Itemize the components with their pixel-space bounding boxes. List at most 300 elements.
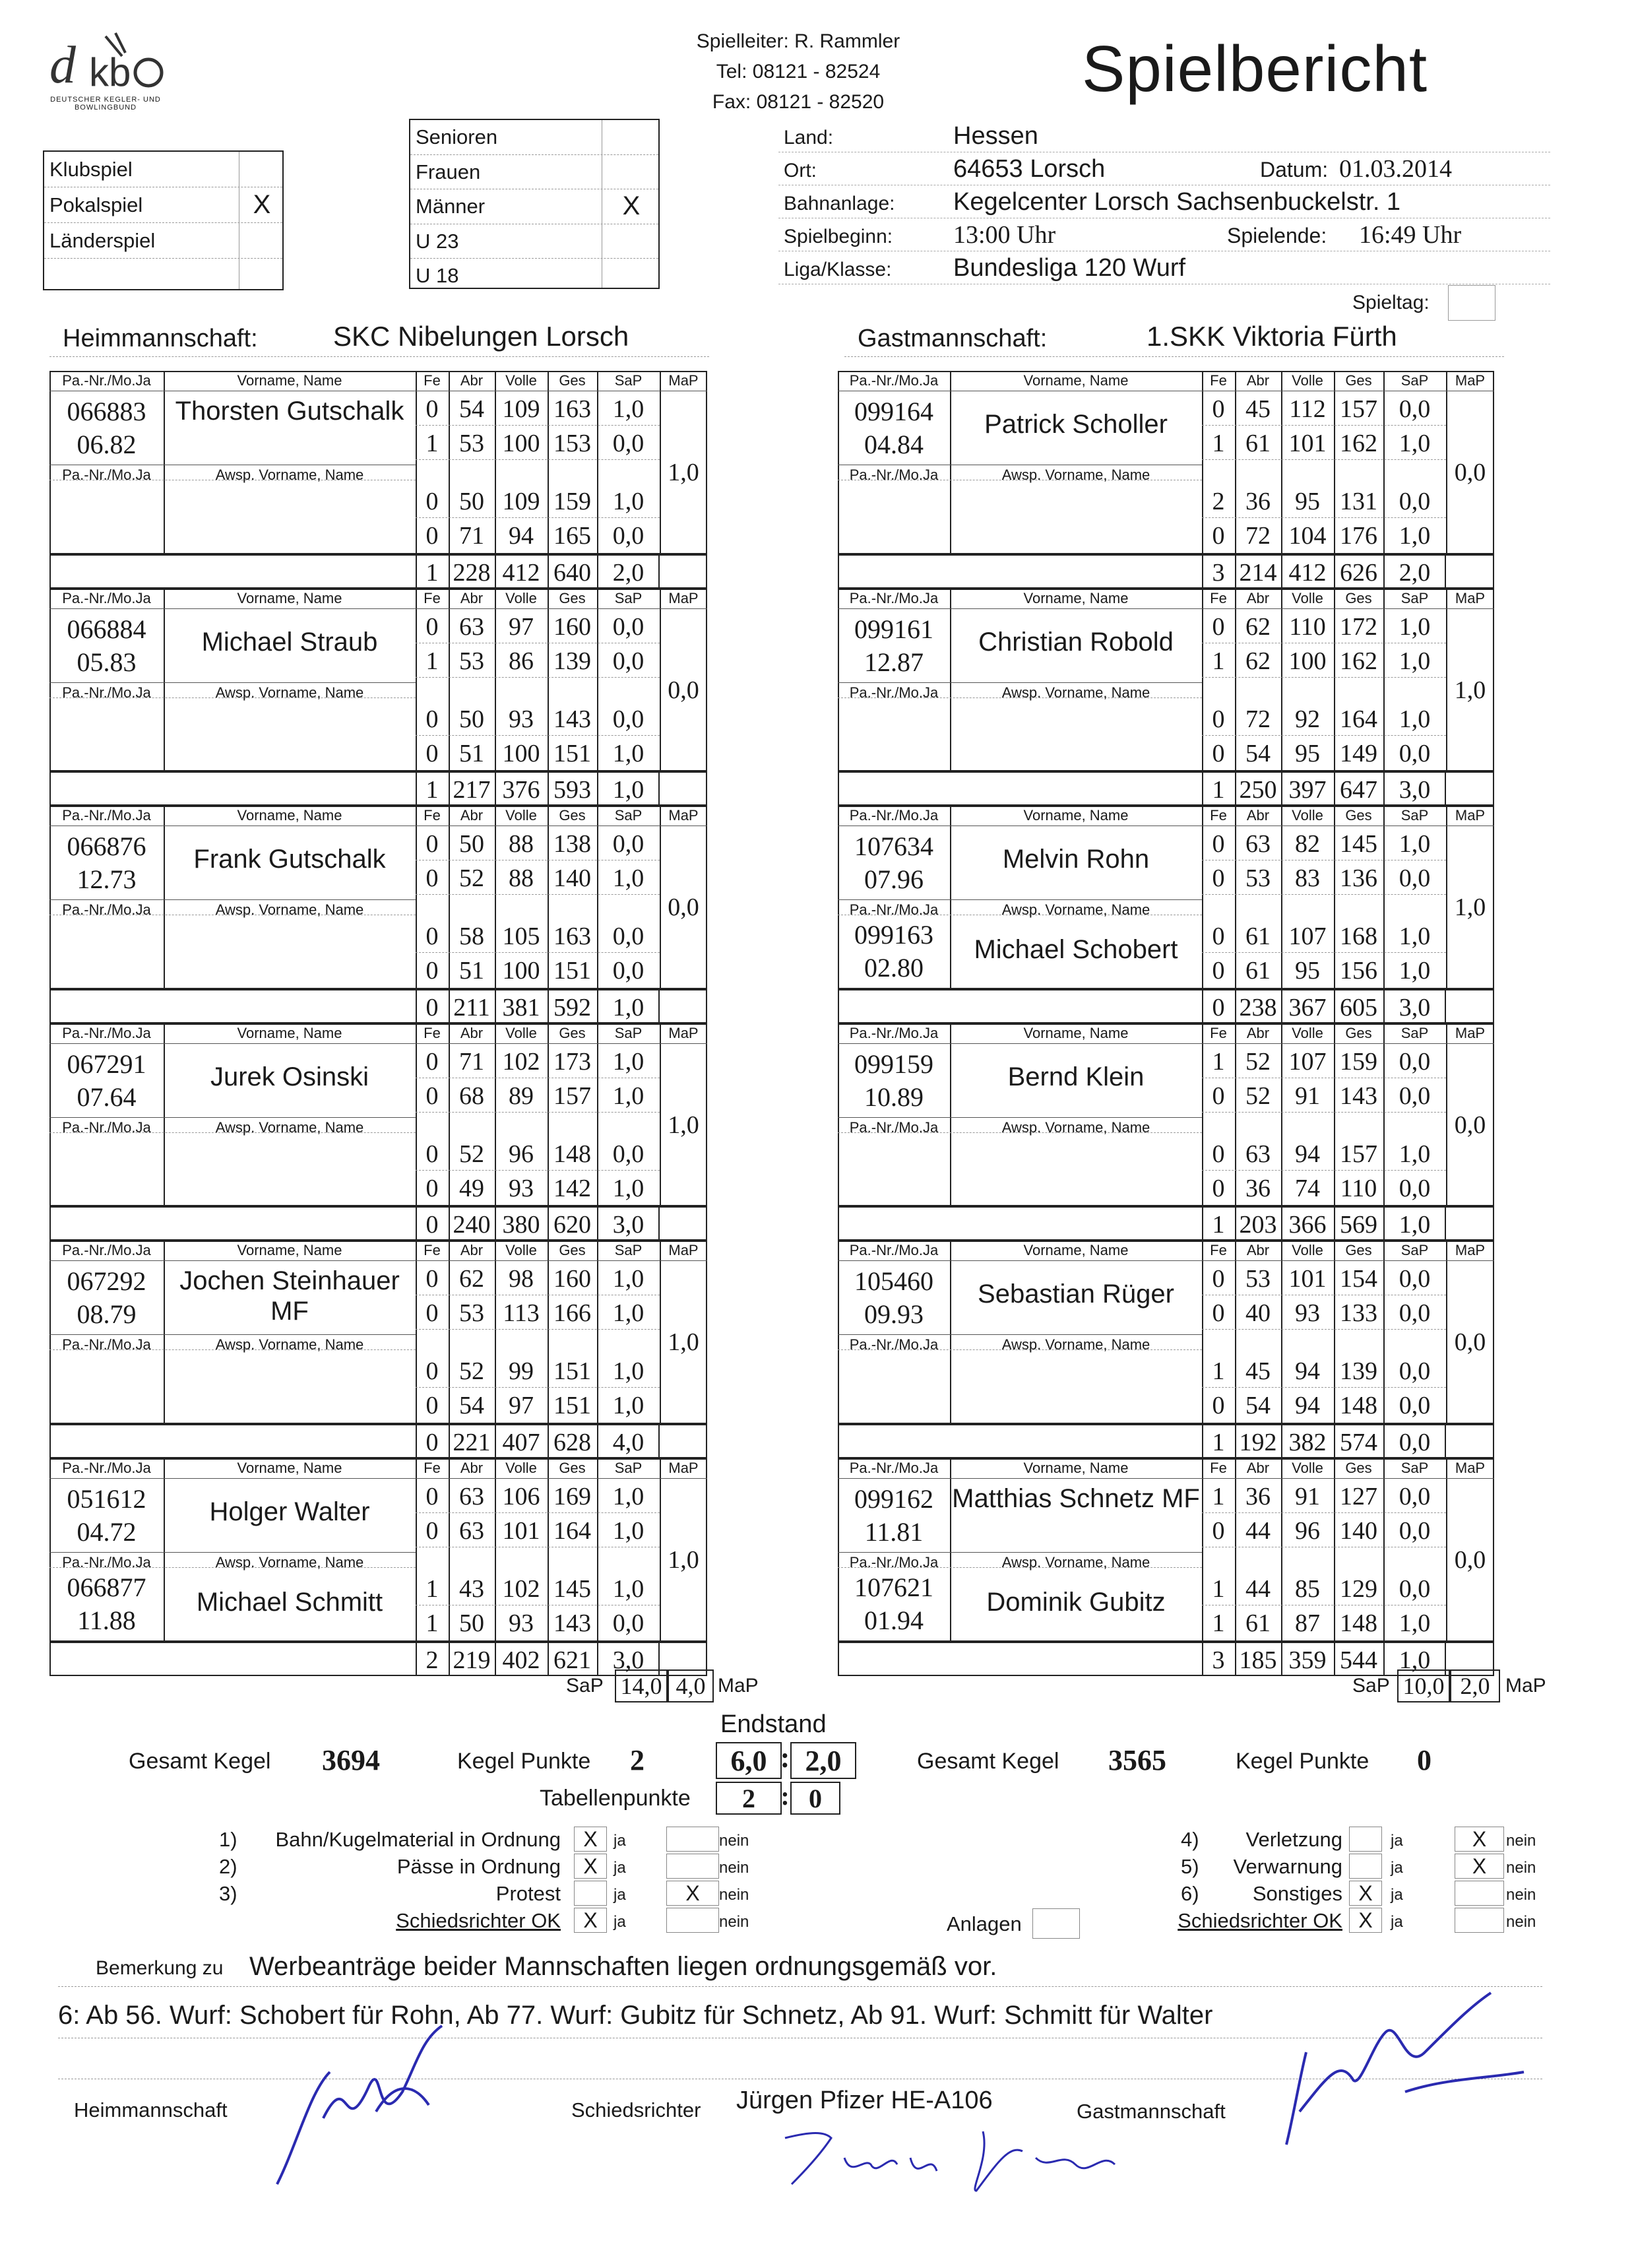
score-cell: 50 bbox=[459, 1609, 484, 1637]
col-header-fe: Fe bbox=[1210, 589, 1227, 606]
score-cell: 1,0 bbox=[612, 1082, 645, 1110]
score-cell: 1 bbox=[425, 647, 439, 675]
col-header-map: MaP bbox=[1455, 1242, 1486, 1259]
check-label: Bahn/Kugelmaterial in Ordnung bbox=[275, 1828, 561, 1851]
player-name: Patrick Scholler bbox=[984, 410, 1168, 439]
home-sap-label: SaP bbox=[566, 1675, 604, 1697]
score-cell: 109 bbox=[502, 488, 540, 515]
score-cell: 104 bbox=[1288, 522, 1327, 550]
score-cell: 107 bbox=[1288, 923, 1327, 951]
total-cell: 3 bbox=[1212, 558, 1225, 587]
col-header-abr: Abr bbox=[1246, 1460, 1270, 1476]
score-cell: 1 bbox=[1212, 1483, 1225, 1510]
player-map: 0,0 bbox=[1454, 459, 1486, 486]
score-cell: 91 bbox=[1295, 1082, 1320, 1110]
col-header-abr: Abr bbox=[460, 1024, 484, 1041]
total-cell: 1,0 bbox=[1399, 1211, 1431, 1239]
guest-team-label: Gastmannschaft: bbox=[858, 325, 1048, 352]
guest-signature bbox=[1273, 1980, 1537, 2151]
score-cell: 169 bbox=[553, 1483, 591, 1510]
col-header-pa: Pa.-Nr./Mo.Ja bbox=[849, 807, 939, 824]
sub-player-name: Michael Schobert bbox=[974, 935, 1178, 965]
check-ja-box[interactable]: X bbox=[574, 1827, 607, 1852]
score-cell: 107 bbox=[1288, 1047, 1327, 1076]
info-bahn: Bahnanlage: Kegelcenter Lorsch Sachsenbuckelstr. 1 bbox=[778, 185, 1550, 218]
ja-label: ja bbox=[614, 1913, 626, 1931]
player-id: 067291 bbox=[67, 1049, 146, 1079]
total-cell: 3,0 bbox=[612, 1646, 645, 1674]
total-cell: 2,0 bbox=[612, 558, 645, 587]
total-cell: 3,0 bbox=[1399, 993, 1431, 1021]
score-cell: 0,0 bbox=[1399, 1299, 1431, 1328]
sub-player-birth: 11.88 bbox=[77, 1605, 136, 1635]
col-header-ges: Ges bbox=[559, 372, 586, 389]
score-cell: 0 bbox=[1212, 612, 1225, 641]
score-cell: 1,0 bbox=[1399, 612, 1431, 641]
col-header-volle: Volle bbox=[505, 1242, 537, 1259]
col-header-fe: Fe bbox=[1210, 1024, 1227, 1041]
score-cell: 88 bbox=[509, 864, 534, 893]
total-cell: 1 bbox=[425, 776, 439, 804]
score-cell: 139 bbox=[553, 647, 591, 675]
player-map: 0,0 bbox=[1454, 1328, 1486, 1357]
score-cell: 0,0 bbox=[1399, 864, 1431, 893]
total-cell: 1 bbox=[1212, 1211, 1225, 1239]
score-cell: 0,0 bbox=[612, 522, 645, 550]
player-name: Thorsten Gutschalk bbox=[175, 397, 404, 426]
spielart-row: Pokalspiel X bbox=[44, 187, 282, 223]
total-cell: 238 bbox=[1239, 993, 1277, 1021]
check-ja-box[interactable]: X bbox=[1349, 1908, 1382, 1933]
score-cell: 51 bbox=[459, 739, 484, 767]
score-cell: 2 bbox=[1212, 488, 1225, 515]
total-cell: 1,0 bbox=[1399, 1646, 1431, 1674]
player-map: 0,0 bbox=[1454, 1111, 1486, 1139]
score-cell: 157 bbox=[1340, 395, 1377, 423]
col-header-name: Vorname, Name bbox=[237, 1460, 342, 1476]
score-cell: 61 bbox=[1245, 957, 1271, 985]
info-land: Land: Hessen bbox=[778, 119, 1550, 152]
check-label: Verwarnung bbox=[1233, 1855, 1342, 1878]
score-cell: 143 bbox=[553, 1609, 591, 1637]
score-cell: 106 bbox=[502, 1483, 540, 1510]
check-ja-box[interactable]: X bbox=[574, 1854, 607, 1879]
total-cell: 203 bbox=[1239, 1211, 1277, 1239]
player-map: 1,0 bbox=[1454, 893, 1486, 922]
check-num: 3) bbox=[219, 1882, 237, 1905]
col-header-pa: Pa.-Nr./Mo.Ja bbox=[62, 467, 151, 483]
score-cell: 129 bbox=[1340, 1575, 1377, 1603]
total-cell: 402 bbox=[502, 1646, 540, 1674]
score-cell: 143 bbox=[553, 705, 591, 733]
score-cell: 0,0 bbox=[1399, 1483, 1431, 1510]
col-header-awsp: Awsp. Vorname, Name bbox=[1001, 1336, 1150, 1353]
player-birth: 05.83 bbox=[77, 647, 137, 677]
score-cell: 1,0 bbox=[612, 488, 645, 515]
score-cell: 53 bbox=[459, 647, 484, 675]
score-cell: 99 bbox=[509, 1357, 534, 1386]
score-cell: 93 bbox=[509, 1174, 534, 1202]
score-cell: 92 bbox=[1295, 705, 1320, 733]
score-cell: 0 bbox=[1212, 395, 1225, 423]
score-cell: 62 bbox=[459, 1265, 484, 1293]
check-ja-box[interactable]: X bbox=[574, 1908, 607, 1933]
player-name: Sebastian Rüger bbox=[978, 1280, 1174, 1309]
check-nein-box[interactable]: X bbox=[1455, 1854, 1504, 1879]
total-cell: 1,0 bbox=[612, 776, 645, 804]
score-cell: 0,0 bbox=[1399, 1265, 1431, 1293]
score-cell: 0,0 bbox=[612, 957, 645, 985]
score-cell: 100 bbox=[502, 430, 540, 457]
score-cell: 0,0 bbox=[612, 1609, 645, 1637]
score-cell: 49 bbox=[459, 1174, 484, 1202]
col-header-sap: SaP bbox=[1400, 1242, 1429, 1259]
ja-label: ja bbox=[614, 1832, 626, 1850]
player-id: 066884 bbox=[67, 614, 146, 644]
score-cell: 0 bbox=[425, 739, 439, 767]
col-header-pa: Pa.-Nr./Mo.Ja bbox=[62, 372, 151, 389]
info-ort: Ort: 64653 Lorsch Datum: 01.03.2014 bbox=[778, 152, 1550, 185]
col-header-abr: Abr bbox=[460, 1242, 484, 1259]
score-cell: 36 bbox=[1245, 488, 1271, 515]
score-cell: 0 bbox=[1212, 957, 1225, 985]
score-cell: 139 bbox=[1340, 1357, 1377, 1386]
check-num: 1) bbox=[219, 1828, 237, 1851]
col-header-pa: Pa.-Nr./Mo.Ja bbox=[849, 1336, 939, 1353]
player-birth: 08.79 bbox=[77, 1299, 137, 1330]
col-header-map: MaP bbox=[668, 1460, 699, 1476]
tab-guest: 0 bbox=[790, 1782, 840, 1815]
spieltag-label: Spieltag: bbox=[1352, 292, 1430, 313]
score-cell: 151 bbox=[553, 1392, 591, 1420]
total-cell: 412 bbox=[1288, 558, 1327, 587]
score-cell: 88 bbox=[509, 830, 534, 859]
col-header-pa: Pa.-Nr./Mo.Ja bbox=[62, 1460, 151, 1476]
total-cell: 0 bbox=[425, 1211, 439, 1239]
score-cell: 168 bbox=[1340, 923, 1377, 951]
score-cell: 1 bbox=[1212, 1357, 1225, 1386]
score-cell: 131 bbox=[1340, 488, 1377, 515]
score-cell: 0 bbox=[425, 1299, 439, 1328]
home-map-total: 4,0 bbox=[668, 1669, 714, 1702]
score-cell: 0 bbox=[1212, 1517, 1225, 1545]
check-ja-box[interactable] bbox=[1349, 1827, 1382, 1852]
score-cell: 143 bbox=[1340, 1082, 1377, 1110]
score-cell: 61 bbox=[1245, 1609, 1271, 1637]
col-header-abr: Abr bbox=[1246, 589, 1270, 606]
score-cell: 145 bbox=[1340, 830, 1377, 859]
col-header-ges: Ges bbox=[559, 807, 586, 824]
score-cell: 0,0 bbox=[1399, 395, 1431, 423]
score-cell: 0 bbox=[425, 957, 439, 985]
check-nein-box[interactable] bbox=[666, 1908, 719, 1933]
player-name: Christian Robold bbox=[978, 627, 1174, 657]
score-cell: 162 bbox=[1340, 430, 1377, 457]
col-header-pa: Pa.-Nr./Mo.Ja bbox=[62, 684, 151, 701]
score-cell: 105 bbox=[502, 923, 540, 951]
col-header-sap: SaP bbox=[614, 589, 643, 606]
col-header-abr: Abr bbox=[460, 1460, 484, 1476]
player-birth: 07.64 bbox=[77, 1082, 137, 1112]
score-cell: 148 bbox=[1340, 1609, 1377, 1637]
score-cell: 176 bbox=[1340, 522, 1377, 550]
score-cell: 82 bbox=[1295, 830, 1320, 859]
score-cell: 0 bbox=[425, 1483, 439, 1510]
score-cell: 1 bbox=[1212, 647, 1225, 675]
player-birth: 12.73 bbox=[77, 864, 137, 895]
check-nein-box[interactable] bbox=[666, 1854, 719, 1879]
score-cell: 94 bbox=[1295, 1392, 1320, 1420]
score-cell: 71 bbox=[459, 522, 484, 550]
score-cell: 54 bbox=[1245, 1392, 1271, 1420]
total-cell: 2,0 bbox=[1399, 558, 1431, 587]
score-cell: 94 bbox=[1295, 1357, 1320, 1386]
col-header-pa: Pa.-Nr./Mo.Ja bbox=[62, 589, 151, 606]
col-header-pa: Pa.-Nr./Mo.Ja bbox=[62, 901, 151, 919]
score-cell: 136 bbox=[1340, 864, 1377, 893]
player-name: Holger Walter bbox=[209, 1497, 370, 1526]
check-nein-box[interactable] bbox=[1455, 1881, 1504, 1906]
nein-label: nein bbox=[719, 1832, 749, 1850]
home-team-name: SKC Nibelungen Lorsch bbox=[333, 321, 629, 352]
spielart-row: Länderspiel bbox=[44, 223, 282, 259]
player-birth: 10.89 bbox=[864, 1082, 924, 1112]
score-cell: 93 bbox=[509, 705, 534, 733]
nein-label: nein bbox=[719, 1859, 749, 1877]
col-header-fe: Fe bbox=[424, 1460, 441, 1476]
score-cell: 1,0 bbox=[612, 1392, 645, 1420]
total-cell: 250 bbox=[1239, 776, 1277, 804]
check-nein-box[interactable]: X bbox=[1455, 1827, 1504, 1852]
score-cell: 1 bbox=[1212, 1575, 1225, 1603]
score-cell: 93 bbox=[1295, 1299, 1320, 1328]
player-map: 0,0 bbox=[1454, 1546, 1486, 1574]
score-cell: 50 bbox=[459, 488, 484, 515]
score-cell: 96 bbox=[509, 1140, 534, 1168]
total-cell: 219 bbox=[453, 1646, 491, 1674]
col-header-volle: Volle bbox=[505, 372, 537, 389]
score-cell: 72 bbox=[1245, 522, 1271, 550]
check-ja-box[interactable]: X bbox=[1349, 1881, 1382, 1906]
col-header-fe: Fe bbox=[424, 1024, 441, 1041]
total-cell: 0 bbox=[425, 1429, 439, 1456]
score-cell: 53 bbox=[459, 1299, 484, 1328]
score-cell: 1,0 bbox=[1399, 522, 1431, 550]
score-cell: 1 bbox=[425, 1609, 439, 1637]
check-nein-box[interactable]: X bbox=[666, 1881, 719, 1906]
info-liga: Liga/Klasse: Bundesliga 120 Wurf bbox=[778, 251, 1550, 284]
endstand-label: Endstand bbox=[720, 1710, 827, 1738]
total-cell: 0,0 bbox=[1399, 1429, 1431, 1456]
score-cell: 0 bbox=[425, 1357, 439, 1386]
score-cell: 0 bbox=[1212, 1140, 1225, 1168]
score-cell: 0 bbox=[1212, 1392, 1225, 1420]
score-cell: 0 bbox=[425, 1517, 439, 1545]
check-label: Protest bbox=[495, 1882, 561, 1905]
score-guest: 2,0 bbox=[790, 1742, 856, 1779]
score-cell: 1,0 bbox=[612, 864, 645, 893]
total-cell: 2 bbox=[425, 1646, 439, 1674]
player-birth: 04.84 bbox=[864, 430, 924, 459]
player-name: Jochen Steinhauer MF bbox=[179, 1266, 400, 1326]
total-cell: 367 bbox=[1288, 993, 1327, 1021]
score-cell: 151 bbox=[553, 957, 591, 985]
check-ja-box[interactable] bbox=[1349, 1854, 1382, 1879]
total-cell: 3 bbox=[1212, 1646, 1225, 1674]
total-cell: 1 bbox=[1212, 1429, 1225, 1456]
score-cell: 53 bbox=[1245, 1265, 1271, 1293]
score-cell: 149 bbox=[1340, 739, 1377, 767]
score-cell: 74 bbox=[1295, 1174, 1320, 1202]
score-cell: 164 bbox=[553, 1517, 591, 1545]
guest-team-name: 1.SKK Viktoria Fürth bbox=[1147, 321, 1397, 352]
col-header-sap: SaP bbox=[614, 807, 643, 824]
sub-player-id: 066877 bbox=[67, 1572, 146, 1602]
score-cell: 0 bbox=[1212, 522, 1225, 550]
total-cell: 214 bbox=[1239, 558, 1277, 587]
score-cell: 1,0 bbox=[1399, 957, 1431, 985]
player-id: 099164 bbox=[854, 397, 933, 426]
total-cell: 621 bbox=[553, 1646, 591, 1674]
col-header-pa: Pa.-Nr./Mo.Ja bbox=[62, 1118, 151, 1136]
score-cell: 1,0 bbox=[612, 1483, 645, 1510]
player-name: Michael Straub bbox=[201, 627, 378, 657]
player-birth: 04.72 bbox=[77, 1517, 137, 1547]
check-nein-box[interactable] bbox=[666, 1827, 719, 1852]
home-gesamt-kegel: 3694 bbox=[322, 1744, 380, 1776]
col-header-name: Vorname, Name bbox=[1023, 372, 1129, 389]
score-cell: 101 bbox=[1288, 430, 1327, 457]
score-cell: 52 bbox=[1245, 1047, 1271, 1076]
score-cell: 0,0 bbox=[612, 647, 645, 675]
score-cell: 85 bbox=[1295, 1575, 1320, 1603]
col-header-ges: Ges bbox=[1345, 1242, 1372, 1259]
col-header-abr: Abr bbox=[1246, 1242, 1270, 1259]
col-header-pa: Pa.-Nr./Mo.Ja bbox=[849, 1024, 939, 1041]
col-header-fe: Fe bbox=[424, 372, 441, 389]
col-header-volle: Volle bbox=[1292, 1024, 1323, 1041]
score-cell: 0 bbox=[425, 864, 439, 893]
player-id: 099161 bbox=[854, 614, 933, 644]
player-birth: 11.81 bbox=[864, 1517, 924, 1547]
kategorie-row: Senioren bbox=[410, 120, 658, 155]
score-cell: 40 bbox=[1245, 1299, 1271, 1328]
col-header-abr: Abr bbox=[460, 589, 484, 606]
check-nein-box[interactable] bbox=[1455, 1908, 1504, 1933]
total-cell: 412 bbox=[502, 558, 540, 587]
col-header-volle: Volle bbox=[505, 1024, 537, 1041]
player-map: 1,0 bbox=[668, 459, 699, 486]
score-cell: 1,0 bbox=[612, 1174, 645, 1202]
col-header-fe: Fe bbox=[1210, 1242, 1227, 1259]
score-cell: 0 bbox=[1212, 705, 1225, 733]
score-cell: 51 bbox=[459, 957, 484, 985]
player-map: 0,0 bbox=[668, 893, 699, 922]
score-cell: 0 bbox=[1212, 739, 1225, 767]
score-cell: 54 bbox=[459, 1392, 484, 1420]
score-cell: 164 bbox=[1340, 705, 1377, 733]
score-cell: 63 bbox=[1245, 1140, 1271, 1168]
guest-map-total: 2,0 bbox=[1450, 1669, 1500, 1702]
ja-label: ja bbox=[1391, 1832, 1403, 1850]
score-cell: 0,0 bbox=[1399, 488, 1431, 515]
col-header-volle: Volle bbox=[505, 589, 537, 606]
score-cell: 112 bbox=[1289, 395, 1326, 423]
score-cell: 173 bbox=[553, 1047, 591, 1076]
player-id: 066883 bbox=[67, 397, 146, 426]
col-header-name: Vorname, Name bbox=[1023, 1460, 1129, 1476]
score-cell: 0 bbox=[425, 830, 439, 859]
total-cell: 366 bbox=[1288, 1211, 1327, 1239]
total-cell: 544 bbox=[1340, 1646, 1377, 1674]
score-cell: 0 bbox=[425, 1140, 439, 1168]
player-id: 051612 bbox=[67, 1484, 146, 1514]
col-header-map: MaP bbox=[1455, 1460, 1486, 1476]
col-header-volle: Volle bbox=[1292, 1242, 1323, 1259]
col-header-sap: SaP bbox=[614, 1024, 643, 1041]
score-cell: 97 bbox=[509, 612, 534, 641]
check-num: 5) bbox=[1181, 1855, 1199, 1878]
col-header-fe: Fe bbox=[1210, 1460, 1227, 1476]
total-cell: 4,0 bbox=[612, 1429, 645, 1456]
ja-label: ja bbox=[1391, 1913, 1403, 1931]
score-cell: 154 bbox=[1340, 1265, 1377, 1293]
score-cell: 63 bbox=[459, 1483, 484, 1510]
col-header-map: MaP bbox=[1455, 807, 1486, 824]
col-header-pa: Pa.-Nr./Mo.Ja bbox=[849, 1460, 939, 1476]
score-cell: 148 bbox=[1340, 1392, 1377, 1420]
nein-label: nein bbox=[719, 1913, 749, 1931]
player-map: 1,0 bbox=[1454, 676, 1486, 704]
col-header-ges: Ges bbox=[1345, 807, 1372, 824]
col-header-awsp: Awsp. Vorname, Name bbox=[215, 1118, 364, 1136]
col-header-abr: Abr bbox=[1246, 372, 1270, 389]
player-map: 1,0 bbox=[668, 1328, 699, 1357]
score-cell: 63 bbox=[1245, 830, 1271, 859]
col-header-fe: Fe bbox=[424, 589, 441, 606]
score-cell: 36 bbox=[1245, 1174, 1271, 1202]
score-cell: 63 bbox=[459, 612, 484, 641]
score-cell: 54 bbox=[459, 395, 484, 423]
total-cell: 1 bbox=[1212, 776, 1225, 804]
spielart-row: Klubspiel bbox=[44, 152, 282, 187]
col-header-awsp: Awsp. Vorname, Name bbox=[215, 684, 364, 701]
svg-text:d: d bbox=[49, 36, 76, 94]
col-header-ges: Ges bbox=[1345, 1024, 1372, 1041]
score-cell: 52 bbox=[459, 1140, 484, 1168]
score-cell: 50 bbox=[459, 705, 484, 733]
total-cell: 380 bbox=[502, 1211, 540, 1239]
col-header-map: MaP bbox=[668, 1024, 699, 1041]
score-cell: 0 bbox=[1212, 923, 1225, 951]
check-ja-box[interactable] bbox=[574, 1881, 607, 1906]
col-header-sap: SaP bbox=[614, 1460, 643, 1476]
total-cell: 647 bbox=[1340, 776, 1377, 804]
score-cell: 172 bbox=[1340, 612, 1377, 641]
score-cell: 163 bbox=[553, 923, 591, 951]
score-cell: 93 bbox=[509, 1609, 534, 1637]
score-cell: 0,0 bbox=[1399, 1392, 1431, 1420]
col-header-fe: Fe bbox=[424, 807, 441, 824]
col-header-abr: Abr bbox=[1246, 1024, 1270, 1041]
col-header-name: Vorname, Name bbox=[237, 807, 342, 824]
score-cell: 102 bbox=[502, 1047, 540, 1076]
col-header-pa: Pa.-Nr./Mo.Ja bbox=[62, 1336, 151, 1353]
player-birth: 12.87 bbox=[864, 647, 924, 677]
col-header-fe: Fe bbox=[1210, 372, 1227, 389]
score-cell: 159 bbox=[553, 488, 591, 515]
score-cell: 87 bbox=[1295, 1609, 1320, 1637]
